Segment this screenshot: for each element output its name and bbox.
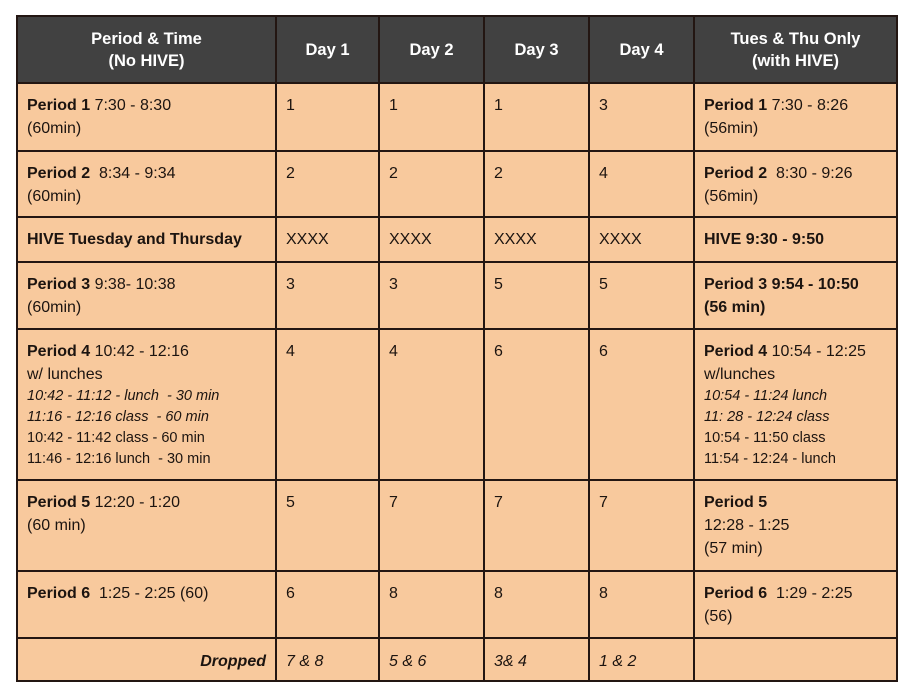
day-2-cell: 8	[379, 571, 484, 638]
period-2-hive-time	[694, 151, 897, 217]
period-label: Period 6	[704, 585, 768, 602]
period-duration: (60 min)	[27, 517, 86, 534]
period-time: 10:54 - 12:25	[767, 343, 866, 360]
day-3-cell: 1	[484, 83, 589, 151]
day-1-cell: 4	[276, 329, 379, 480]
day-1-dropped: 7 & 8	[276, 638, 379, 681]
period-duration: (56min)	[704, 188, 759, 205]
period-duration: (56 min)	[704, 299, 766, 316]
day-4-cell: 4	[589, 151, 694, 217]
header-tues-thu	[694, 16, 897, 83]
day-3-cell: 5	[484, 262, 589, 329]
header-period-time	[17, 16, 276, 83]
period-3-hive-time	[694, 262, 897, 329]
day-1-cell: 1	[276, 83, 379, 151]
period-3-time	[17, 262, 276, 329]
period-time: 8:30 - 9:26	[767, 165, 853, 182]
period-label: Period 1	[27, 97, 91, 114]
day-1-cell: 3	[276, 262, 379, 329]
period-6-hive-time	[694, 571, 897, 638]
period-label: Period 3 9:54 - 10:50	[704, 276, 859, 293]
period-duration: (56min)	[704, 120, 759, 137]
day-1-cell: XXXX	[276, 217, 379, 262]
period-5-hive-time	[694, 480, 897, 571]
period-time: 1:29 - 2:25	[767, 585, 853, 602]
header-day-2: Day 2	[379, 16, 484, 83]
row-dropped	[17, 638, 897, 681]
lunch-note: w/ lunches	[27, 366, 103, 383]
day-2-cell: 3	[379, 262, 484, 329]
day-2-cell: XXXX	[379, 217, 484, 262]
row-period-2	[17, 151, 897, 217]
period-label: Period 5	[704, 494, 768, 511]
period-label: Period 5	[27, 494, 91, 511]
day-2-cell: 2	[379, 151, 484, 217]
period-duration: (60min)	[27, 120, 82, 137]
header-day-1: Day 1	[276, 16, 379, 83]
day-3-cell: 8	[484, 571, 589, 638]
period-5-time	[17, 480, 276, 571]
lunch-option-b-line1: 10:54 - 11:50 class	[704, 430, 826, 446]
period-time: 12:20 - 1:20	[90, 494, 180, 511]
period-label: Period 1	[704, 97, 768, 114]
header-tues-thu-line2: (with HIVE)	[751, 51, 840, 70]
period-duration: (56)	[704, 608, 733, 625]
header-period-time-line2: (No HIVE)	[108, 51, 185, 70]
day-3-cell: 2	[484, 151, 589, 217]
day-4-cell: 8	[589, 571, 694, 638]
row-period-5	[17, 480, 897, 571]
hive-time	[694, 217, 897, 262]
day-1-cell: 2	[276, 151, 379, 217]
period-label: Period 6	[27, 585, 91, 602]
day-3-cell: 7	[484, 480, 589, 571]
header-tues-thu-line1: Tues & Thu Only	[730, 29, 861, 48]
day-4-cell: 3	[589, 83, 694, 151]
lunch-option-b-line2: 11:54 - 12:24 - lunch	[704, 451, 836, 467]
period-time: 7:30 - 8:26	[767, 97, 849, 114]
day-2-cell: 7	[379, 480, 484, 571]
day-1-cell: 6	[276, 571, 379, 638]
day-3-cell: XXXX	[484, 217, 589, 262]
period-duration: (60min)	[27, 299, 82, 316]
period-1-hive-time	[694, 83, 897, 151]
lunch-option-b-line2: 11:46 - 12:16 lunch - 30 min	[27, 451, 211, 467]
lunch-option-a-line1: 10:42 - 11:12 - lunch - 30 min	[27, 388, 220, 404]
hive-label	[17, 217, 276, 262]
period-label: Period 2	[704, 165, 768, 182]
tues-thu-dropped	[694, 638, 897, 681]
lunch-option-a-line1: 10:54 - 11:24 lunch	[704, 388, 828, 404]
row-hive	[17, 217, 897, 262]
row-period-6	[17, 571, 897, 638]
header-day-4: Day 4	[589, 16, 694, 83]
hive-time-label: HIVE 9:30 - 9:50	[704, 231, 825, 248]
period-time: 10:42 - 12:16	[90, 343, 189, 360]
period-time: 8:34 - 9:34	[90, 165, 176, 182]
lunch-note: w/lunches	[704, 366, 776, 383]
day-4-cell: 6	[589, 329, 694, 480]
row-period-1	[17, 83, 897, 151]
row-period-3	[17, 262, 897, 329]
period-time: 7:30 - 8:30	[90, 97, 172, 114]
row-period-4	[17, 329, 897, 480]
dropped-label: Dropped	[17, 638, 276, 681]
day-3-dropped: 3& 4	[484, 638, 589, 681]
header-period-time-line1: Period & Time	[91, 29, 202, 48]
period-4-hive-time	[694, 329, 897, 480]
period-time: 12:28 - 1:25	[704, 517, 790, 534]
period-label: Period 2	[27, 165, 91, 182]
period-label: Period 3	[27, 276, 91, 293]
day-4-cell: 5	[589, 262, 694, 329]
lunch-option-a-line2: 11:16 - 12:16 class - 60 min	[27, 409, 209, 425]
bell-schedule-table	[16, 15, 898, 682]
day-2-cell: 4	[379, 329, 484, 480]
period-time: 9:38- 10:38	[90, 276, 176, 293]
day-4-cell: XXXX	[589, 217, 694, 262]
day-3-cell: 6	[484, 329, 589, 480]
period-label: Period 4	[27, 343, 91, 360]
header-day-3: Day 3	[484, 16, 589, 83]
day-1-cell: 5	[276, 480, 379, 571]
period-2-time	[17, 151, 276, 217]
day-2-dropped: 5 & 6	[379, 638, 484, 681]
period-duration: (57 min)	[704, 540, 763, 557]
lunch-option-b-line1: 10:42 - 11:42 class - 60 min	[27, 430, 205, 446]
hive-title: HIVE Tuesday and Thursday	[27, 231, 242, 248]
period-6-time	[17, 571, 276, 638]
day-4-cell: 7	[589, 480, 694, 571]
day-4-dropped: 1 & 2	[589, 638, 694, 681]
day-2-cell: 1	[379, 83, 484, 151]
period-4-time	[17, 329, 276, 480]
period-time: 1:25 - 2:25 (60)	[90, 585, 209, 602]
period-label: Period 4	[704, 343, 768, 360]
period-1-time	[17, 83, 276, 151]
lunch-option-a-line2: 11: 28 - 12:24 class	[704, 409, 830, 425]
header-row	[17, 16, 897, 83]
period-duration: (60min)	[27, 188, 82, 205]
